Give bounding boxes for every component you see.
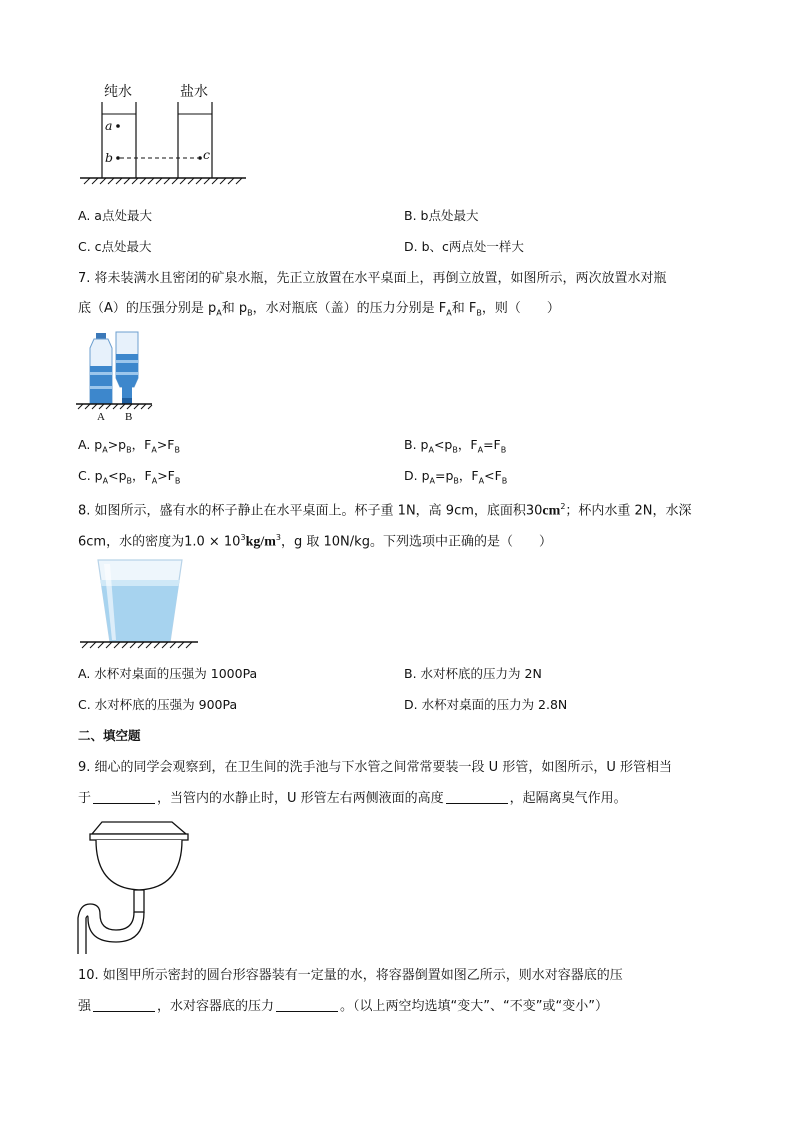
bottle-a-label: A — [97, 411, 105, 423]
q7-option-b[interactable]: B. $p_A<p_B$，$F_A=F_B$ — [404, 437, 507, 455]
point-b-label: b — [105, 150, 114, 165]
q8-option-c[interactable]: C. 水对杯底的压强为 900Pa — [78, 697, 238, 712]
q6-option-d[interactable]: D. b、c两点处一样大 — [404, 239, 524, 254]
bottle-b-label: B — [125, 411, 133, 423]
q7-option-a[interactable]: A. $p_A>p_B$，$F_A>F_B$ — [78, 437, 180, 455]
q10-blank-1[interactable] — [93, 997, 155, 1012]
q6-option-a[interactable]: A. a点处最大 — [78, 208, 152, 223]
q10-blank-2[interactable] — [276, 997, 338, 1012]
bottles-diagram — [74, 328, 154, 426]
figure-q8-cup — [80, 556, 200, 654]
q9-blank-2[interactable] — [446, 789, 508, 804]
section-title-fill-blank: 二、填空题 — [78, 728, 141, 743]
cup-diagram — [80, 556, 200, 654]
figure-q7-bottles — [74, 328, 154, 426]
q8-option-b[interactable]: B. 水对杯底的压力为 2N — [404, 666, 542, 681]
q9-stem-line2: 于 ，当管内的水静止时，U 形管左右两侧液面的高度 ，起隔离臭气作用。 — [78, 791, 627, 806]
point-a-label: a — [105, 118, 113, 133]
q6-option-c[interactable]: C. c点处最大 — [78, 239, 152, 254]
q10-stem-line2: 强 ，水对容器底的压力 。（以上两空均选填“变大”、“不变”或“变小”） — [78, 999, 608, 1014]
q6-option-b[interactable]: B. b点处最大 — [404, 208, 479, 223]
q9-blank-1[interactable] — [93, 789, 155, 804]
figure-q9-sink — [72, 818, 192, 958]
point-c-label: c — [203, 147, 211, 162]
q7-stem-line2: 底（A）的压强分别是 $p_A$和 $p_B$，水对瓶底（盖）的压力分别是 $F_A$和 $F_B$，则（ ） — [78, 301, 560, 318]
q7-stem-line1: 7. 将未装满水且密闭的矿泉水瓶，先正立放置在水平桌面上，再倒立放置，如图所示，两次放置水对瓶 — [78, 271, 667, 286]
q7-option-c[interactable]: C. $p_A<p_B$，$F_A>F_B$ — [78, 468, 181, 486]
figure-q6 — [78, 80, 248, 188]
q8-option-a[interactable]: A. 水杯对桌面的压强为 1000Pa — [78, 666, 258, 681]
q9-stem-line1: 9. 细心的同学会观察到，在卫生间的洗手池与下水管之间常常要装一段 U 形管，如图所示，U 形管相当 — [78, 760, 672, 775]
q8-stem-line1: 8. 如图所示，盛有水的杯子静止在水平桌面上。杯子重 1N，高 9cm，底面积$30cm^2$；杯内水重 2N，水深 — [78, 502, 692, 519]
q7-option-d[interactable]: D. $p_A=p_B$，$F_A<F_B$ — [404, 468, 508, 486]
q10-stem-line1: 10. 如图甲所示密封的圆台形容器装有一定量的水，将容器倒置如图乙所示，则水对容器底的压 — [78, 968, 623, 983]
q8-stem-line2: 6cm，水的密度为$1.0 \times 10^3kg/m^3$，g 取 10N/kg。下列选项中正确的是（ ） — [78, 533, 552, 550]
sink-u-trap-diagram — [72, 818, 192, 958]
label-salt-water: 盐水 — [180, 84, 208, 100]
label-pure-water: 纯水 — [104, 84, 132, 100]
q8-option-d[interactable]: D. 水杯对桌面的压力为 2.8N — [404, 697, 568, 712]
